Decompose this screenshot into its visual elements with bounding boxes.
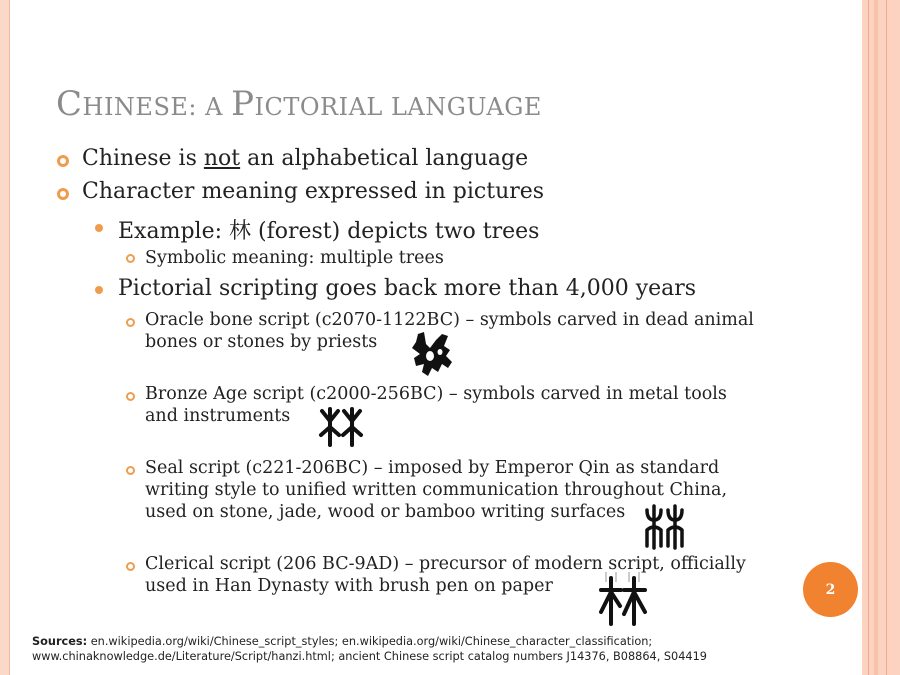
clerical-forest-glyph <box>598 572 648 628</box>
bullet-not-alphabetical <box>82 146 528 171</box>
seal-forest-glyph <box>643 502 687 550</box>
bullet-ring-icon <box>126 392 135 401</box>
bullet-dot-icon <box>95 224 103 232</box>
bullet-line: writing style to unified written communication throughout China, <box>145 480 728 500</box>
bullet-symbolic-meaning: Symbolic meaning: multiple trees <box>145 248 444 268</box>
right-frame-border <box>862 0 900 675</box>
bullet-line: Bronze Age script (c2000-256BC) – symbols carved in metal tools <box>145 384 727 404</box>
bullet-line: used in Han Dynasty with brush pen on paper <box>145 576 553 596</box>
bullet-bronze-age-script <box>145 383 727 427</box>
page-number-badge: 2 <box>803 562 858 617</box>
bullet-ring-icon <box>57 188 69 200</box>
sources-line: www.chinaknowledge.de/Literature/Script/hanzi.html; ancient Chinese script catalog numbers J14376, B08864, S04419 <box>32 650 707 663</box>
bullet-text: an alphabetical language <box>240 146 529 171</box>
oracle-bone-forest-glyph <box>408 330 456 380</box>
bullet-text: Chinese is <box>82 146 204 171</box>
bronze-forest-glyph <box>318 405 364 447</box>
bullet-ring-icon <box>126 254 135 263</box>
bullet-dot-icon <box>95 286 103 294</box>
title-part: P <box>231 84 255 124</box>
bullet-line: and instruments <box>145 406 291 426</box>
title-part: HINESE: A <box>82 93 232 121</box>
bullet-meaning-in-pictures: Character meaning expressed in pictures <box>82 179 545 204</box>
left-frame-border <box>0 0 10 675</box>
bullet-clerical-script <box>145 553 746 597</box>
bullet-ring-icon <box>126 466 135 475</box>
sources-line: en.wikipedia.org/wiki/Chinese_script_styles; en.wikipedia.org/wiki/Chinese_character_classification; <box>87 635 653 648</box>
bullet-line: Seal script (c221-206BC) – imposed by Emperor Qin as standard <box>145 458 720 478</box>
bullet-line: bones or stones by priests <box>145 332 378 352</box>
bullet-seal-script <box>145 457 727 523</box>
bullet-ring-icon <box>126 562 135 571</box>
bullet-line: Clerical script (206 BC-9AD) – precursor of modern script, officially <box>145 554 746 574</box>
bullet-emphasis: not <box>203 146 241 171</box>
bullet-ring-icon <box>57 155 69 167</box>
sources-label: Sources: <box>32 635 88 648</box>
bullet-line: Oracle bone script (c2070-1122BC) – symbols carved in dead animal <box>145 310 754 330</box>
slide-title <box>56 84 542 124</box>
bullet-pictorial-history: Pictorial scripting goes back more than 4,000 years <box>118 276 697 301</box>
bullet-ring-icon <box>126 318 135 327</box>
bullet-example-forest: Example: 林 (forest) depicts two trees <box>118 219 540 244</box>
sources-footnote <box>32 634 832 664</box>
title-part: ICTORIAL LANGUAGE <box>254 93 542 121</box>
title-part: C <box>56 84 83 124</box>
bullet-line: used on stone, jade, wood or bamboo writing surfaces <box>145 502 626 522</box>
